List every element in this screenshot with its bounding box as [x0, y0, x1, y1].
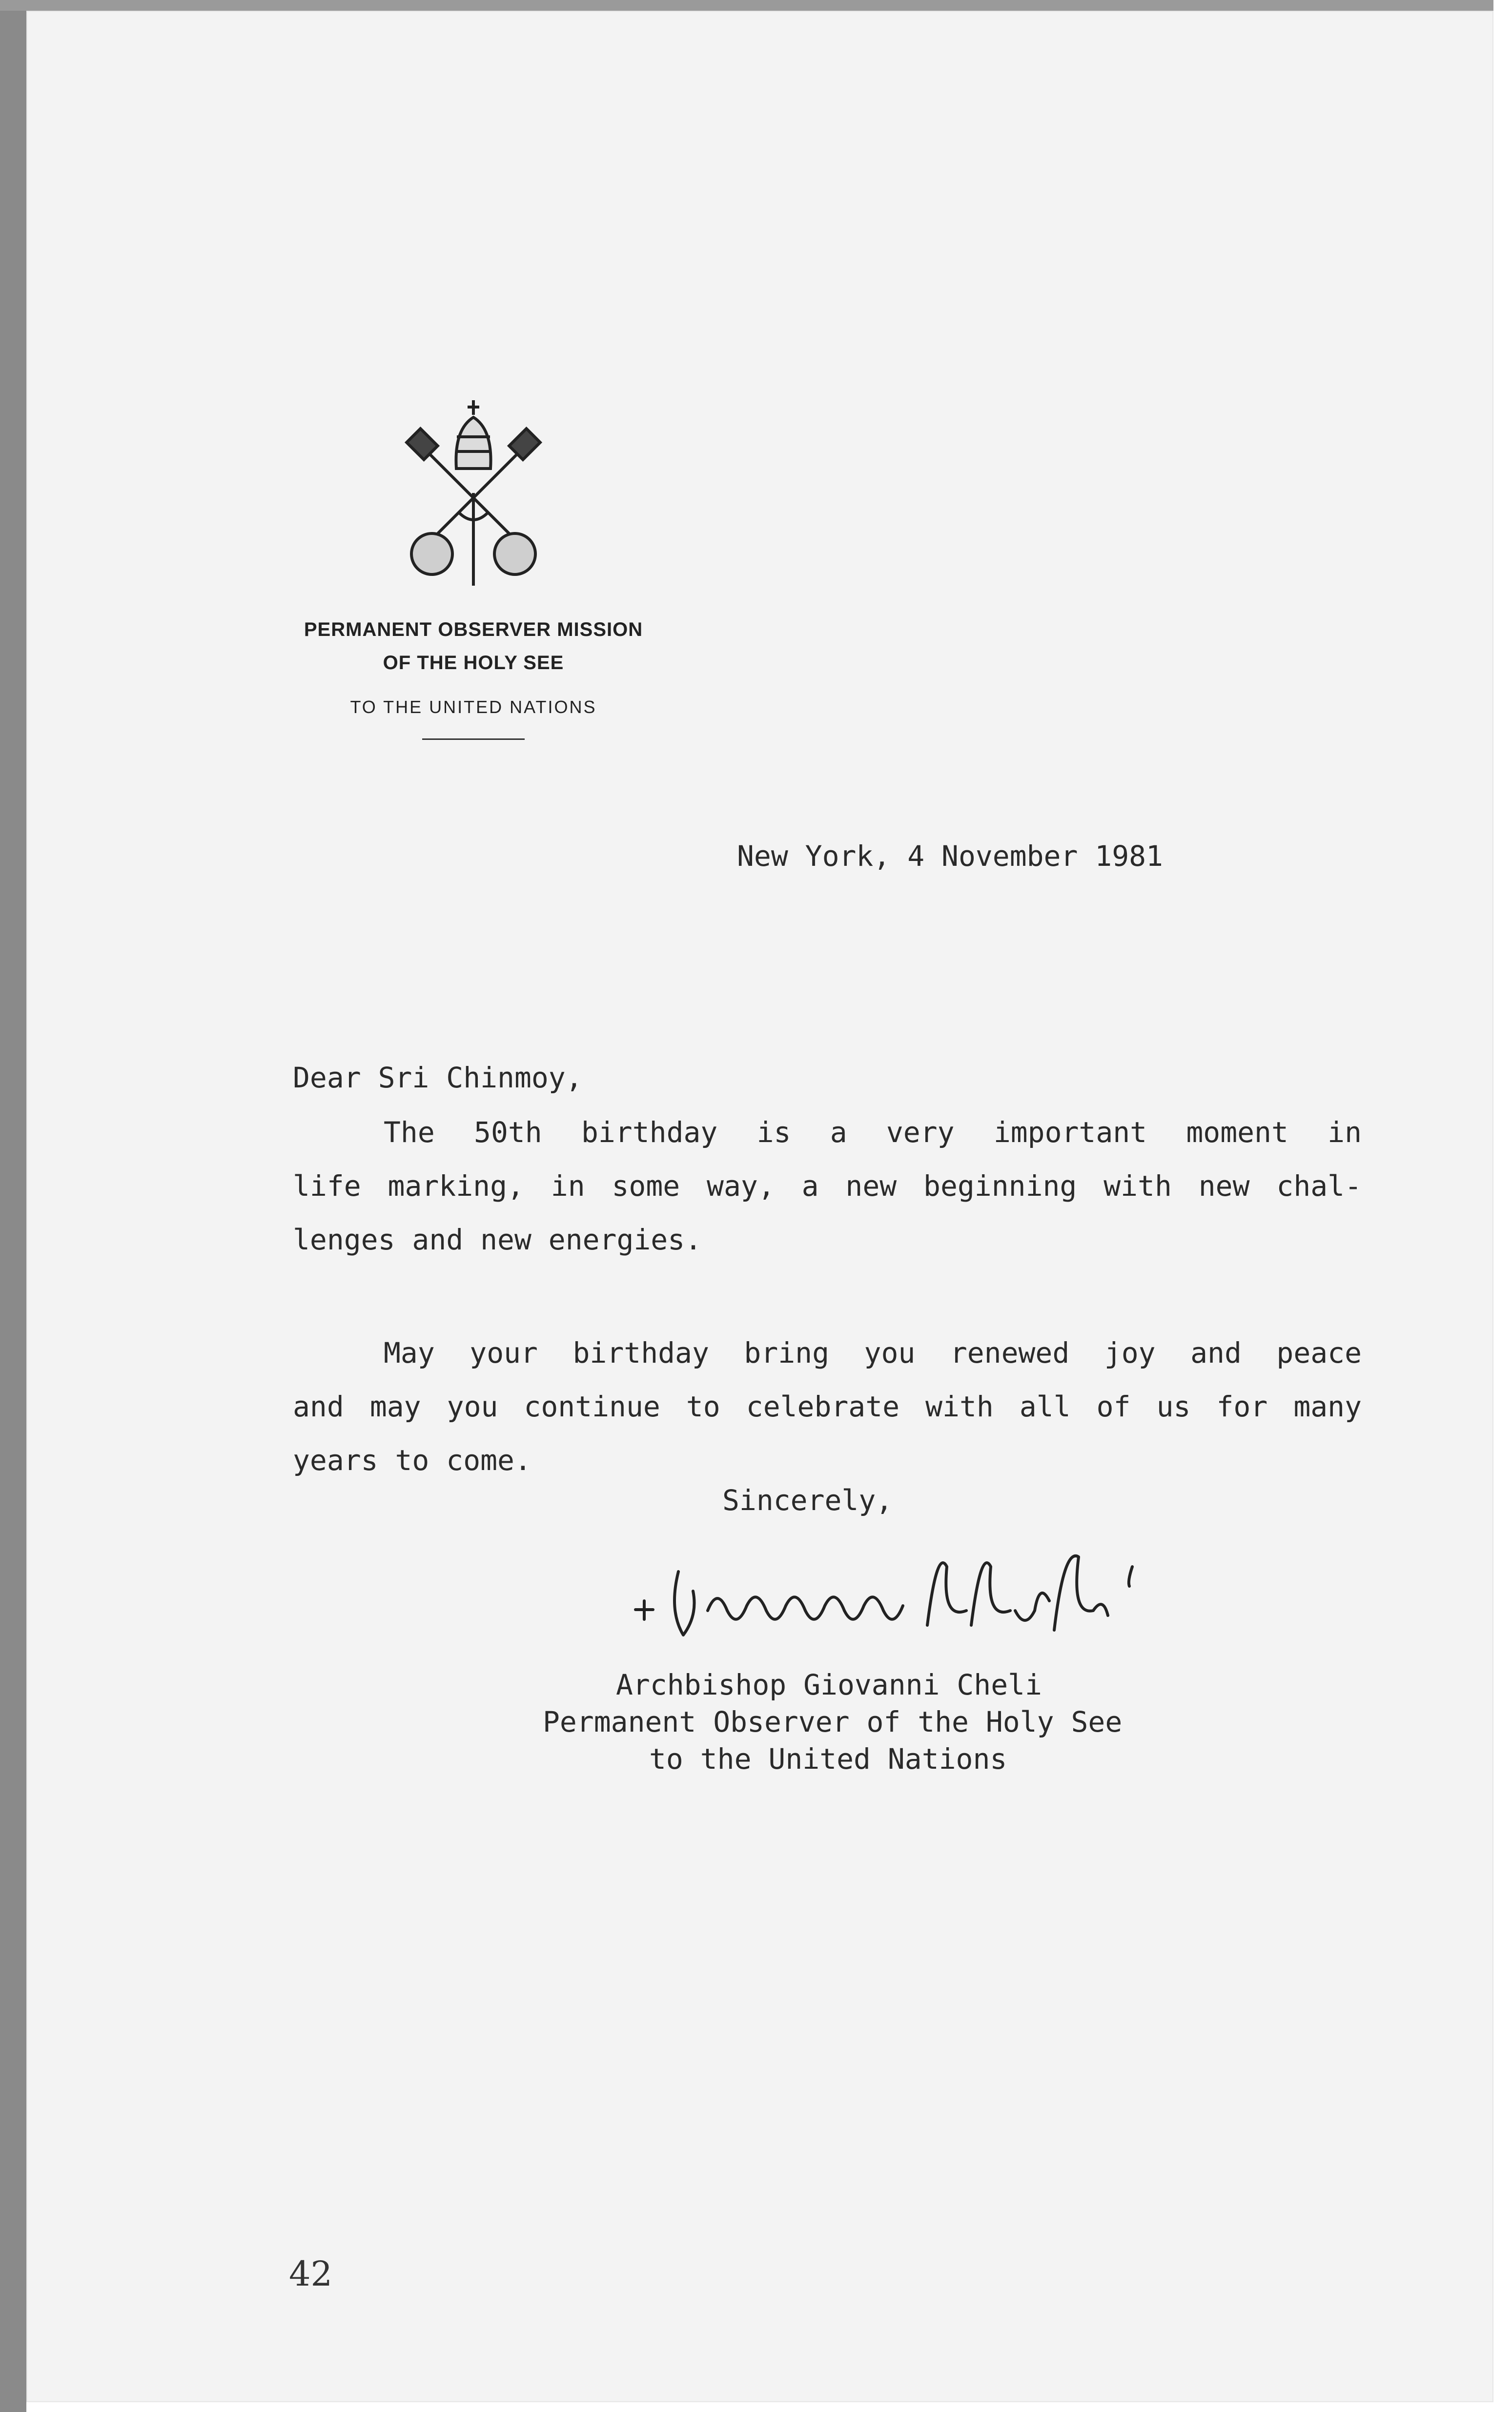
letter-salutation: Dear Sri Chinmoy, — [293, 1061, 583, 1094]
handwritten-signature — [625, 1537, 1201, 1655]
letterhead-line-3: TO THE UNITED NATIONS — [350, 697, 597, 717]
letterhead-line-2: OF THE HOLY SEE — [383, 652, 564, 674]
paragraph-2-line-3: years to come. — [293, 1444, 531, 1477]
signatory-name: Archbishop Giovanni Cheli — [616, 1668, 1042, 1701]
letter-closing: Sincerely, — [722, 1484, 893, 1517]
papal-emblem-icon — [390, 395, 556, 591]
page-number: 42 — [289, 2254, 333, 2294]
letter-paper — [26, 11, 1493, 2402]
page-right-margin — [1493, 0, 1512, 2412]
page-left-edge — [0, 0, 26, 2412]
signatory-title-line-2: to the United Nations — [649, 1742, 1007, 1776]
paragraph-2-line-1: May your birthday bring you renewed joy and peace — [384, 1336, 1362, 1370]
paragraph-1-line-2: life marking, in some way, a new beginning with new chal- — [293, 1169, 1362, 1203]
paragraph-2-line-2: and may you continue to celebrate with all of us for many — [293, 1390, 1362, 1423]
page-top-edge — [0, 0, 1493, 11]
signatory-title-line-1: Permanent Observer of the Holy See — [543, 1705, 1123, 1738]
letterhead-line-1: PERMANENT OBSERVER MISSION — [304, 619, 643, 640]
letter-date: New York, 4 November 1981 — [737, 839, 1163, 873]
paragraph-1-line-1: The 50th birthday is a very important moment in — [384, 1116, 1362, 1149]
letterhead-divider — [422, 738, 525, 740]
paragraph-1-line-3: lenges and new energies. — [293, 1223, 702, 1256]
